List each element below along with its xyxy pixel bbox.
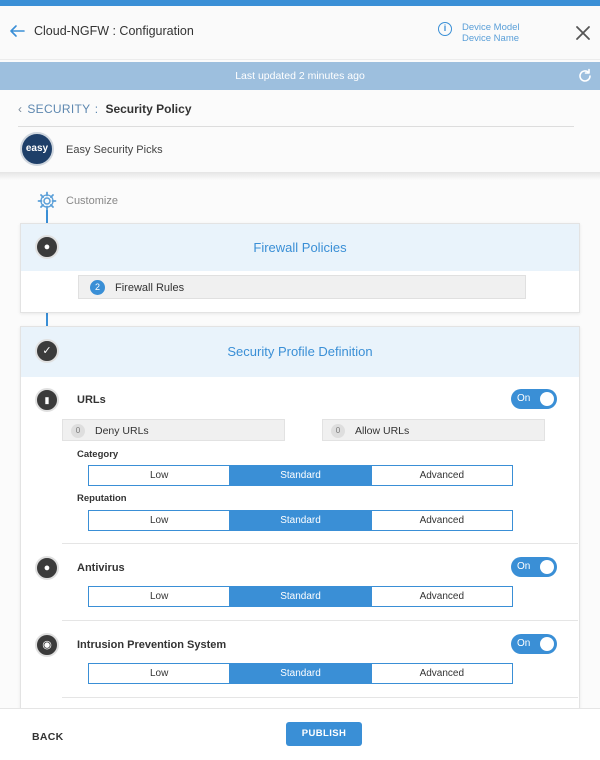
section-divider	[62, 543, 578, 544]
category-level-standard[interactable]: Standard	[230, 466, 371, 485]
breadcrumb	[18, 102, 192, 116]
category-level-selector	[88, 465, 513, 486]
ips-level-standard[interactable]: Standard	[230, 664, 371, 683]
firewall-rules-count-badge: 2	[90, 280, 105, 295]
deny-urls-button[interactable]	[62, 419, 285, 441]
device-name: Device Name	[462, 33, 520, 44]
urls-toggle-label: On	[517, 393, 531, 404]
firewall-rules-button[interactable]	[78, 275, 526, 299]
breadcrumb-separator: :	[94, 102, 99, 116]
easy-logo-icon[interactable]: easy	[20, 132, 54, 166]
device-info	[462, 22, 520, 44]
category-label: Category	[77, 449, 119, 460]
allow-urls-count-badge: 0	[331, 424, 345, 438]
antivirus-toggle[interactable]	[511, 557, 557, 577]
customize-label: Customize	[66, 195, 118, 207]
ips-level-low[interactable]: Low	[89, 664, 230, 683]
category-level-low[interactable]: Low	[89, 466, 230, 485]
antivirus-level-low[interactable]: Low	[89, 587, 230, 606]
reputation-level-standard[interactable]: Standard	[230, 511, 371, 530]
firewall-shield-icon: ●	[35, 235, 59, 259]
gear-icon	[37, 191, 57, 211]
reputation-label: Reputation	[77, 493, 127, 504]
breadcrumb-divider	[18, 126, 574, 127]
antivirus-label: Antivirus	[77, 562, 125, 574]
category-level-advanced[interactable]: Advanced	[419, 470, 465, 481]
section-divider	[62, 697, 578, 698]
ips-level-advanced[interactable]: Advanced	[419, 668, 465, 679]
refresh-icon[interactable]	[577, 68, 593, 84]
deny-urls-count-badge: 0	[71, 424, 85, 438]
shield-check-icon: ✓	[35, 339, 59, 363]
window-title: Cloud-NGFW : Configuration	[34, 24, 194, 38]
allow-urls-label: Allow URLs	[355, 425, 410, 437]
section-shadow	[0, 172, 600, 180]
antivirus-toggle-label: On	[517, 561, 531, 572]
ips-toggle[interactable]	[511, 634, 557, 654]
device-model: Device Model	[462, 22, 520, 33]
ips-toggle-label: On	[517, 638, 531, 649]
back-button[interactable]: BACK	[32, 731, 64, 743]
reputation-level-low[interactable]: Low	[89, 511, 230, 530]
info-icon[interactable]: i	[438, 22, 452, 36]
status-bar	[0, 62, 600, 90]
urls-label: URLs	[77, 394, 106, 406]
ips-label: Intrusion Prevention System	[77, 639, 227, 651]
back-arrow-icon[interactable]	[8, 22, 26, 40]
app-header	[0, 6, 600, 60]
ips-level-selector	[88, 663, 513, 684]
antivirus-level-selector	[88, 586, 513, 607]
page-title: Security Policy	[105, 102, 192, 116]
urls-toggle-knob	[540, 392, 554, 406]
section-divider	[62, 620, 578, 621]
antivirus-level-standard[interactable]: Standard	[230, 587, 371, 606]
deny-urls-label: Deny URLs	[95, 425, 149, 437]
reputation-level-selector	[88, 510, 513, 531]
easy-security-picks-label[interactable]: Easy Security Picks	[66, 144, 163, 156]
antivirus-toggle-knob	[540, 560, 554, 574]
url-folder-icon: ▮	[35, 388, 59, 412]
ips-eye-icon: ◉	[35, 633, 59, 657]
publish-button[interactable]: PUBLISH	[286, 722, 362, 746]
antivirus-lock-icon: ●	[35, 556, 59, 580]
breadcrumb-parent-link[interactable]: SECURITY	[27, 102, 91, 116]
allow-urls-button[interactable]	[322, 419, 545, 441]
firewall-rules-label: Firewall Rules	[115, 282, 185, 294]
firewall-policies-title: Firewall Policies	[21, 224, 579, 271]
ips-toggle-knob	[540, 637, 554, 651]
last-updated-text: Last updated 2 minutes ago	[235, 70, 365, 82]
antivirus-level-advanced[interactable]: Advanced	[419, 591, 465, 602]
urls-toggle[interactable]	[511, 389, 557, 409]
firewall-policies-card	[20, 223, 580, 313]
security-profile-title: Security Profile Definition	[21, 327, 579, 377]
footer-bar	[0, 708, 600, 760]
breadcrumb-chevron-left-icon[interactable]: ‹	[18, 102, 22, 116]
close-icon[interactable]	[570, 20, 596, 46]
reputation-level-advanced[interactable]: Advanced	[419, 515, 465, 526]
